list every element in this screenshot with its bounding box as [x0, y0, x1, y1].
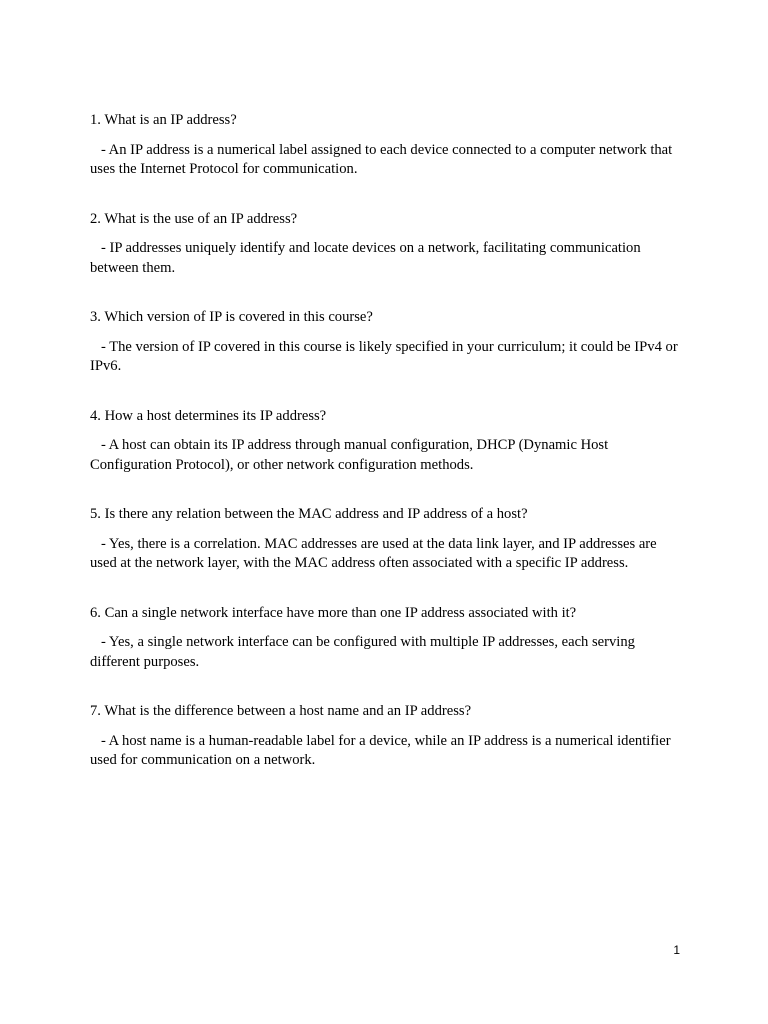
qa-item — [90, 407, 680, 476]
qa-item — [90, 111, 680, 180]
question-text: 3. Which version of IP is covered in this course? — [90, 309, 373, 325]
answer-text: - The version of IP covered in this course is likely specified in your curriculum; it could be IPv4 or IPv6. — [90, 338, 682, 374]
qa-item — [90, 308, 680, 377]
answer-text: - A host name is a human-readable label for a device, while an IP address is a numerical identifier used for communication on a network. — [90, 732, 675, 768]
question-text: 2. What is the use of an IP address? — [90, 210, 298, 227]
question-text: 1. What is an IP address? — [90, 112, 237, 128]
answer-text: - IP addresses uniquely identify and locate devices on a network, facilitating communication between them. — [90, 240, 645, 276]
answer-text: - A host can obtain its IP address through manual configuration, DHCP (Dynamic Host Configuration Protocol), or other network configuration methods. — [90, 437, 612, 473]
question-text: 4. How a host determines its IP address? — [90, 407, 327, 424]
answer-text: - Yes, there is a correlation. MAC addresses are used at the data link layer, and IP addresses are used at the network layer, with the MAC address often associated with a specific IP address. — [90, 535, 661, 571]
answer-text: - An IP address is a numerical label assigned to each device connected to a computer network that uses the Internet Protocol for communication. — [90, 141, 676, 177]
answer-text: - Yes, a single network interface can be configured with multiple IP addresses, each serving different purposes. — [90, 634, 639, 670]
qa-item — [90, 604, 680, 673]
question-text: 5. Is there any relation between the MAC address and IP address of a host? — [90, 506, 528, 522]
question-text: 6. Can a single network interface have more than one IP address associated with it? — [90, 604, 577, 621]
qa-item — [90, 210, 680, 279]
question-text: 7. What is the difference between a host name and an IP address? — [90, 703, 472, 719]
qa-list — [90, 111, 680, 801]
qa-item — [90, 702, 680, 771]
qa-item — [90, 505, 680, 574]
page-number: 1 — [673, 943, 680, 957]
